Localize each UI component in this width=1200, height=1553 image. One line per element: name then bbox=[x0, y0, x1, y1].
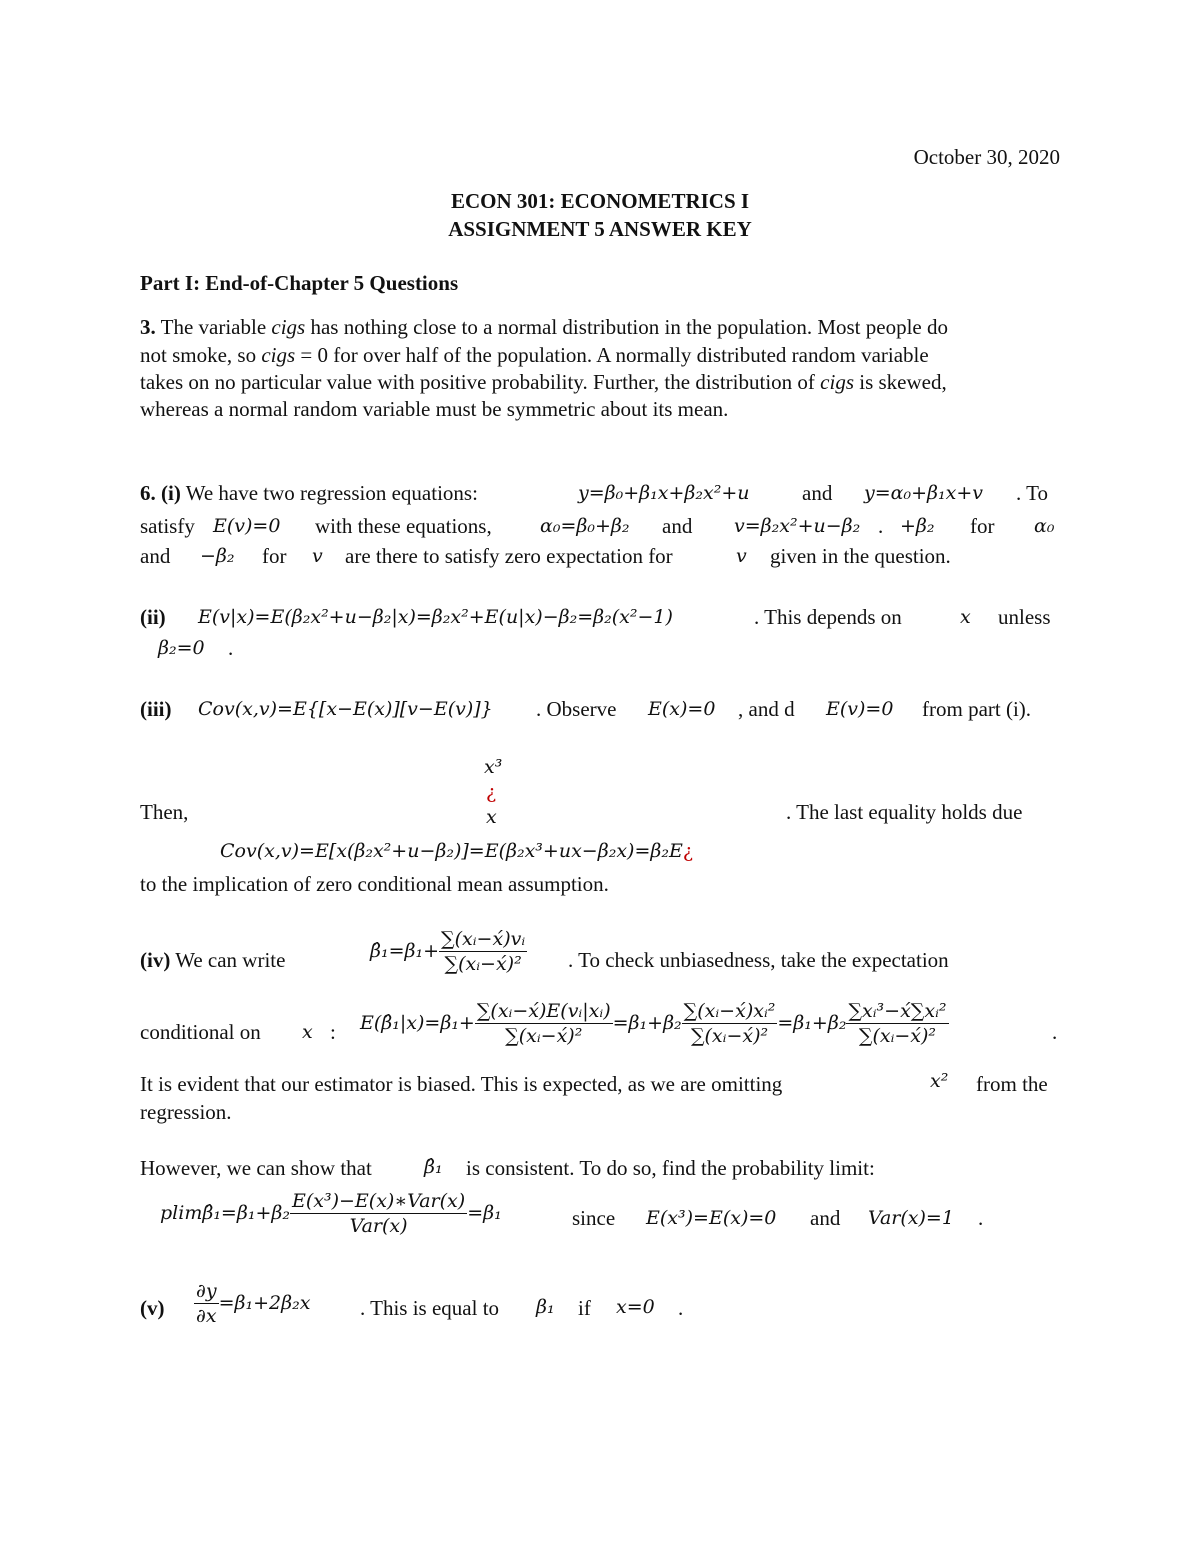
q6-text: . This is equal to bbox=[360, 1296, 500, 1320]
equation-fragment: x³ bbox=[484, 756, 503, 778]
q6-text: It is evident that our estimator is biased. This is expected, as we are omitting bbox=[140, 1072, 783, 1096]
q6-text: conditional on bbox=[140, 1020, 261, 1044]
fraction-numerator: ∂y bbox=[196, 1280, 217, 1302]
equation: α₀=β₀+β₂ bbox=[540, 515, 630, 537]
fraction bbox=[682, 1002, 778, 1046]
fraction-denominator: ∑(xᵢ−x́)² bbox=[690, 1025, 769, 1047]
broken-glyph: ¿ bbox=[682, 840, 694, 862]
fraction-denominator: ∑(xᵢ−x́)² bbox=[858, 1025, 937, 1047]
course-title: ECON 301: ECONOMETRICS I bbox=[450, 189, 750, 213]
q6-text: regression. bbox=[140, 1100, 232, 1124]
q3-line-3 bbox=[140, 372, 947, 393]
equation: v bbox=[736, 545, 747, 567]
fraction-denominator: ∑(xᵢ−x́)² bbox=[505, 1025, 583, 1047]
document-date: October 30, 2020 bbox=[913, 145, 1060, 169]
equation: Var(x)=1 bbox=[868, 1207, 954, 1229]
equation-part: =β₁+β₂ bbox=[777, 1012, 847, 1034]
equation-part: plimβ̂₁=β₁+β₂ bbox=[160, 1202, 290, 1224]
q6-text: satisfy bbox=[140, 514, 195, 538]
fraction-numerator: ∑(xᵢ−x́)vᵢ bbox=[441, 928, 526, 950]
q6-text: . bbox=[878, 514, 884, 538]
q6-text: and bbox=[802, 481, 833, 505]
fraction-denominator: ∑(xᵢ−x́)² bbox=[444, 953, 522, 975]
q3-text: has nothing close to a normal distribution in the population. Most people do bbox=[305, 315, 948, 339]
equation: β̂₁ bbox=[424, 1156, 443, 1178]
q6-text: . To check unbiasedness, take the expectation bbox=[568, 948, 949, 972]
q6-text: and bbox=[810, 1206, 841, 1230]
q6-iv-line bbox=[140, 950, 285, 971]
q6-i-label: (i) bbox=[161, 481, 181, 505]
q6-text: . bbox=[1052, 1020, 1058, 1044]
equation-part: β̂₁=β₁+ bbox=[370, 940, 440, 962]
q6-text: . To bbox=[1016, 481, 1048, 505]
q6-number: 6. bbox=[140, 481, 156, 505]
q3-label: 3. bbox=[140, 315, 156, 339]
equation: y=α₀+β₁x+v bbox=[864, 482, 983, 504]
part-heading: Part I: End-of-Chapter 5 Questions bbox=[140, 271, 459, 295]
fraction-numerator: ∑(xᵢ−x́)E(vᵢ|xᵢ) bbox=[476, 1000, 611, 1022]
equation bbox=[194, 1282, 310, 1326]
q3-line-4: whereas a normal random variable must be symmetric about its mean. bbox=[140, 397, 729, 421]
q3-line-2 bbox=[140, 345, 929, 366]
equation: E(v|x)=E(β₂x²+u−β₂|x)=β₂x²+E(u|x)−β₂=β₂(x²−1) bbox=[198, 606, 673, 628]
equation: β₂=0 bbox=[158, 637, 205, 659]
equation bbox=[370, 930, 527, 974]
q6-text: given in the question. bbox=[770, 544, 951, 568]
equation-part: =β₁+β₂ bbox=[612, 1012, 682, 1034]
equation-part: E(β̂₁|x)=β₁+ bbox=[360, 1012, 475, 1034]
q6-text: . bbox=[978, 1206, 984, 1230]
q6-i-line-1 bbox=[140, 483, 478, 504]
q3-text: is skewed, bbox=[854, 370, 947, 394]
q6-text: We can write bbox=[175, 948, 286, 972]
fraction-denominator: Var(x) bbox=[349, 1215, 408, 1237]
fraction-numerator: ∑(xᵢ−x́)xᵢ² bbox=[683, 1000, 776, 1022]
q6-text: since bbox=[572, 1206, 616, 1230]
q6-text: . bbox=[678, 1296, 684, 1320]
equation: +β₂ bbox=[900, 515, 935, 537]
q6-v-label: (v) bbox=[140, 1296, 165, 1320]
q6-text: , and d bbox=[738, 697, 795, 721]
equation bbox=[160, 1192, 502, 1236]
equation: E(x³)=E(x)=0 bbox=[646, 1207, 777, 1229]
fraction-numerator: E(x³)−E(x)∗Var(x) bbox=[291, 1190, 466, 1212]
q3-cigs: cigs bbox=[820, 370, 854, 394]
q3-text: The variable bbox=[160, 315, 272, 339]
q6-text: and bbox=[140, 544, 171, 568]
q6-text: . The last equality holds due bbox=[786, 800, 1023, 824]
q6-text: Then, bbox=[140, 800, 189, 824]
q6-text: . bbox=[228, 636, 234, 660]
fraction-denominator: ∂x bbox=[196, 1305, 217, 1327]
equation: y=β₀+β₁x+β₂x²+u bbox=[578, 482, 750, 504]
equation: Cov(x,v)=E{[x−E(x)][v−E(v)]} bbox=[198, 698, 493, 720]
fraction bbox=[290, 1192, 467, 1236]
q3-text: not smoke, so bbox=[140, 343, 262, 367]
equation-main: Cov(x,v)=E[x(β₂x²+u−β₂)]=E(β₂x³+ux−β₂x)=β₂E bbox=[220, 840, 683, 862]
broken-glyph: ¿ bbox=[486, 781, 497, 803]
q3-text: takes on no particular value with positive probability. Further, the distribution of bbox=[140, 370, 821, 394]
equation: v bbox=[312, 545, 323, 567]
equation: v=β₂x²+u−β₂ bbox=[734, 515, 861, 537]
q6-text: are there to satisfy zero expectation for bbox=[345, 544, 673, 568]
equation-part: =β₁ bbox=[467, 1202, 502, 1224]
equation: α₀ bbox=[1034, 515, 1055, 537]
equation: x=0 bbox=[616, 1296, 655, 1318]
q6-text: from part (i). bbox=[922, 697, 1032, 721]
q6-text: : bbox=[330, 1020, 336, 1044]
q6-text: for bbox=[262, 544, 287, 568]
fraction bbox=[439, 930, 527, 974]
equation: x bbox=[960, 606, 971, 628]
q6-text: unless bbox=[998, 605, 1051, 629]
equation bbox=[360, 1002, 949, 1046]
q6-text: However, we can show that bbox=[140, 1156, 372, 1180]
q6-text: and bbox=[662, 514, 693, 538]
equation: x bbox=[302, 1021, 313, 1043]
fraction bbox=[475, 1002, 613, 1046]
equation: x² bbox=[930, 1070, 949, 1092]
fraction bbox=[846, 1002, 948, 1046]
fraction bbox=[194, 1282, 219, 1326]
q6-text: . Observe bbox=[536, 697, 617, 721]
q6-ii-label: (ii) bbox=[140, 605, 166, 629]
fraction-numerator: ∑xᵢ³−x́∑xᵢ² bbox=[848, 1000, 947, 1022]
q6-text: . This depends on bbox=[754, 605, 902, 629]
q6-iii-label: (iii) bbox=[140, 697, 172, 721]
q3-cigs: cigs bbox=[271, 315, 306, 339]
equation: E(v)=0 bbox=[826, 698, 894, 720]
q6-text: to the implication of zero conditional mean assumption. bbox=[140, 872, 609, 896]
equation: β₁ bbox=[536, 1296, 555, 1318]
q3-line-1 bbox=[140, 317, 1060, 338]
q6-text: from the bbox=[976, 1072, 1048, 1096]
q6-iv-label: (iv) bbox=[140, 948, 171, 972]
q6-text: if bbox=[578, 1296, 591, 1320]
q6-text: is consistent. To do so, find the probability limit: bbox=[466, 1156, 875, 1180]
q6-text: We have two regression equations: bbox=[185, 481, 478, 505]
q6-text: with these equations, bbox=[315, 514, 492, 538]
q3-text: = 0 for over half of the population. A normally distributed random variable bbox=[295, 343, 929, 367]
assignment-title: ASSIGNMENT 5 ANSWER KEY bbox=[448, 217, 752, 241]
equation bbox=[220, 842, 693, 861]
q3-cigs: cigs bbox=[261, 343, 296, 367]
equation-fragment: x bbox=[486, 806, 497, 828]
equation: E(x)=0 bbox=[648, 698, 716, 720]
equation: E(v)=0 bbox=[213, 515, 281, 537]
equation: −β₂ bbox=[200, 545, 235, 567]
equation-part: =β₁+2β₂x bbox=[218, 1292, 311, 1314]
q6-text: for bbox=[970, 514, 995, 538]
